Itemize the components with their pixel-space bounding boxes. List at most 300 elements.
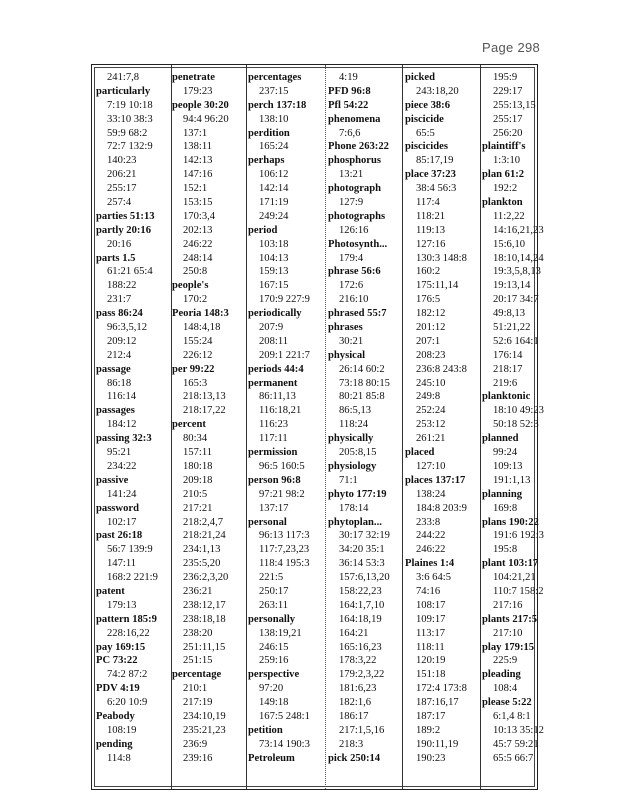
index-reference: 229:17	[493, 85, 523, 97]
index-term: personally	[248, 613, 296, 625]
index-reference: 219:6	[493, 377, 518, 389]
index-reference: 246:22	[416, 544, 446, 556]
index-reference: 164:18,19	[339, 613, 382, 625]
index-term: PDV 4:19	[96, 683, 140, 695]
index-reference: 218:21,24	[183, 530, 226, 542]
index-reference: 184:12	[107, 419, 137, 431]
index-column-5	[405, 71, 480, 766]
index-term: passages	[96, 405, 135, 417]
index-reference: 178:3,22	[339, 655, 377, 667]
index-reference: 225:9	[493, 655, 518, 667]
index-reference: 155:24	[183, 335, 213, 347]
index-reference: 176:5	[416, 294, 441, 306]
index-reference: 210:1	[183, 683, 208, 695]
index-term: passing 32:3	[96, 433, 152, 445]
index-term: pick 250:14	[328, 752, 381, 764]
index-reference: 59:9 68:2	[107, 127, 148, 139]
index-reference: 179:4	[339, 252, 364, 264]
index-reference: 73:14 190:3	[259, 738, 310, 750]
index-reference: 34:20 35:1	[339, 544, 385, 556]
index-reference: 217:16	[493, 599, 523, 611]
index-reference: 238:20	[183, 627, 213, 639]
index-table	[91, 64, 544, 790]
index-term: phenomena	[328, 113, 381, 125]
index-term: plants 217:5	[482, 613, 538, 625]
index-reference: 96:5 160:5	[259, 460, 305, 472]
index-reference: 263:11	[259, 599, 289, 611]
index-reference: 109:17	[416, 613, 446, 625]
index-reference: 73:18 80:15	[339, 377, 390, 389]
index-reference: 182:1,6	[339, 697, 372, 709]
index-reference: 217:1,5,16	[339, 724, 385, 736]
index-term: people 30:20	[172, 99, 229, 111]
index-reference: 138:19,21	[259, 627, 302, 639]
index-reference: 7:6,6	[339, 127, 361, 139]
index-reference: 33:10 38:3	[107, 113, 153, 125]
index-reference: 147:16	[183, 169, 213, 181]
index-term: particularly	[96, 85, 151, 97]
index-term: perspective	[248, 669, 300, 681]
index-reference: 241:7,8	[107, 72, 140, 83]
index-reference: 14:16,21,23	[493, 224, 544, 236]
index-reference: 164:1,7,10	[339, 599, 385, 611]
index-reference: 188:22	[107, 280, 137, 292]
index-reference: 181:6,23	[339, 683, 377, 695]
index-term: piece 38:6	[405, 99, 451, 111]
index-reference: 148:4,18	[183, 322, 221, 334]
index-reference: 86:5,13	[339, 405, 372, 417]
index-reference: 209:12	[107, 335, 137, 347]
index-reference: 187:17	[416, 710, 446, 722]
index-term: patent	[96, 585, 125, 597]
index-reference: 104:13	[259, 252, 289, 264]
index-reference: 51:21,22	[493, 322, 531, 334]
index-reference: 147:11	[107, 558, 137, 570]
index-reference: 205:8,15	[339, 447, 377, 459]
index-reference: 189:2	[416, 724, 441, 736]
index-term: Petroleum	[248, 752, 295, 764]
index-column-4	[328, 71, 403, 766]
index-reference: 256:20	[493, 127, 523, 139]
index-reference: 117:4	[416, 197, 440, 209]
index-reference: 249:24	[259, 210, 289, 222]
index-reference: 195:9	[493, 72, 518, 83]
index-term: PFD 96:8	[328, 85, 371, 97]
index-reference: 195:8	[493, 544, 518, 556]
index-reference: 237:15	[259, 85, 289, 97]
index-reference: 167:15	[259, 280, 289, 292]
index-reference: 137:1	[183, 127, 208, 139]
index-term: PC 73:22	[96, 655, 138, 667]
index-term: petition	[248, 724, 283, 736]
index-reference: 118:21	[416, 210, 446, 222]
index-reference: 169:8	[493, 502, 518, 514]
index-reference: 118:11	[416, 641, 445, 653]
index-reference: 114:8	[107, 752, 131, 764]
index-reference: 255:17	[493, 113, 523, 125]
index-term: phosphorus	[328, 155, 381, 167]
index-term: Peoria 148:3	[172, 308, 229, 320]
index-term: please 5:22	[482, 697, 532, 709]
index-reference: 184:8 203:9	[416, 502, 467, 514]
index-term: percentage	[172, 669, 222, 681]
index-reference: 71:1	[339, 474, 358, 486]
index-term: Peabody	[96, 710, 135, 722]
index-term: people's	[172, 280, 209, 292]
index-reference: 246:15	[259, 641, 289, 653]
index-reference: 13:21	[339, 169, 364, 181]
index-reference: 26:14 60:2	[339, 363, 385, 375]
index-reference: 49:8,13	[493, 308, 526, 320]
index-reference: 127:16	[416, 238, 446, 250]
index-term: permission	[248, 447, 298, 459]
index-reference: 246:22	[183, 238, 213, 250]
index-reference: 109:13	[493, 460, 523, 472]
index-reference: 170:9 227:9	[259, 294, 310, 306]
index-reference: 255:17	[107, 183, 137, 195]
index-reference: 157:6,13,20	[339, 572, 390, 584]
index-reference: 209:1 221:7	[259, 349, 310, 361]
index-reference: 209:18	[183, 474, 213, 486]
index-reference: 119:13	[416, 224, 446, 236]
index-reference: 238:12,17	[183, 599, 226, 611]
index-reference: 117:11	[259, 433, 288, 445]
index-term: placed	[405, 447, 435, 459]
index-reference: 251:11,15	[183, 641, 226, 653]
index-reference: 56:7 139:9	[107, 544, 153, 556]
index-reference: 45:7 59:21	[493, 738, 539, 750]
index-reference: 6:1,4 8:1	[493, 710, 531, 722]
index-reference: 36:14 53:3	[339, 558, 385, 570]
index-reference: 140:23	[107, 155, 137, 167]
index-reference: 170:2	[183, 294, 208, 306]
index-reference: 52:6 164:1	[493, 335, 539, 347]
index-reference: 116:14	[107, 391, 137, 403]
index-reference: 168:2 221:9	[107, 572, 158, 584]
index-reference: 97:21 98:2	[259, 488, 305, 500]
index-reference: 249:8	[416, 391, 441, 403]
index-reference: 30:21	[339, 335, 364, 347]
index-term: planned	[482, 433, 519, 445]
index-reference: 252:24	[416, 405, 446, 417]
index-reference: 182:12	[416, 308, 446, 320]
index-reference: 226:12	[183, 349, 213, 361]
index-term: plaintiff's	[482, 141, 526, 153]
index-term: planktonic	[482, 391, 531, 403]
index-reference: 80:21 85:8	[339, 391, 385, 403]
index-reference: 130:3 148:8	[416, 252, 467, 264]
index-reference: 167:5 248:1	[259, 710, 310, 722]
index-reference: 216:10	[339, 294, 369, 306]
index-reference: 244:22	[416, 530, 446, 542]
index-reference: 19:13,14	[493, 280, 531, 292]
index-reference: 149:18	[259, 697, 289, 709]
index-reference: 110:7 158:2	[493, 585, 544, 597]
index-term: pleading	[482, 669, 521, 681]
index-reference: 80:34	[183, 433, 208, 445]
index-reference: 201:12	[416, 322, 446, 334]
index-reference: 172:4 173:8	[416, 683, 467, 695]
index-reference: 18:10 49:23	[493, 405, 544, 417]
index-reference: 248:14	[183, 252, 213, 264]
index-reference: 7:19 10:18	[107, 99, 153, 111]
index-reference: 180:18	[183, 460, 213, 472]
index-term: play 179:15	[482, 641, 535, 653]
index-reference: 102:17	[107, 516, 137, 528]
index-reference: 250:17	[259, 585, 289, 597]
index-reference: 217:10	[493, 627, 523, 639]
index-reference: 108:17	[416, 599, 446, 611]
index-reference: 99:24	[493, 447, 518, 459]
index-reference: 72:7 132:9	[107, 141, 153, 153]
index-term: photograph	[328, 183, 381, 195]
index-reference: 116:23	[259, 419, 289, 431]
index-term: passive	[96, 474, 129, 486]
index-reference: 96:3,5,12	[107, 322, 148, 334]
index-reference: 61:21 65:4	[107, 266, 153, 278]
index-term: plans 190:22	[482, 516, 539, 528]
index-term: Photosynth...	[328, 238, 388, 250]
index-reference: 142:14	[259, 183, 289, 195]
index-reference: 179:13	[107, 599, 137, 611]
index-reference: 108:4	[493, 683, 518, 695]
index-term: penetrate	[172, 72, 215, 83]
index-term: pattern 185:9	[96, 613, 157, 625]
index-term: physically	[328, 433, 374, 445]
index-reference: 30:17 32:19	[339, 530, 390, 542]
index-term: pass 86:24	[96, 308, 143, 320]
index-reference: 153:15	[183, 197, 213, 209]
index-reference: 261:21	[416, 433, 446, 445]
index-reference: 120:19	[416, 655, 446, 667]
index-term: periods 44:4	[248, 363, 304, 375]
index-reference: 113:17	[416, 627, 446, 639]
index-reference: 253:12	[416, 419, 446, 431]
index-reference: 190:23	[416, 752, 446, 764]
index-reference: 202:13	[183, 224, 213, 236]
index-reference: 86:18	[107, 377, 132, 389]
index-reference: 190:11,19	[416, 738, 459, 750]
index-reference: 186:17	[339, 710, 369, 722]
index-reference: 218:13,13	[183, 391, 226, 403]
index-reference: 96:13 117:3	[259, 530, 310, 542]
index-reference: 175:11,14	[416, 280, 459, 292]
index-reference: 108:19	[107, 724, 137, 736]
index-reference: 157:11	[183, 447, 213, 459]
index-term: period	[248, 224, 278, 236]
index-term: piscicides	[405, 141, 448, 153]
index-reference: 85:17,19	[416, 155, 454, 167]
index-term: percent	[172, 419, 206, 431]
index-term: plankton	[482, 197, 523, 209]
index-reference: 20:16	[107, 238, 132, 250]
index-reference: 234:10,19	[183, 710, 226, 722]
index-reference: 118:24	[339, 419, 369, 431]
index-reference: 86:11,13	[259, 391, 296, 403]
index-reference: 50:18 52:3	[493, 419, 539, 431]
index-reference: 178:14	[339, 502, 369, 514]
index-column-2	[172, 71, 246, 766]
column-divider	[246, 65, 247, 789]
index-reference: 217:21	[183, 502, 213, 514]
index-reference: 218:17	[493, 363, 523, 375]
index-reference: 218:2,4,7	[183, 516, 224, 528]
index-reference: 19:3,5,8,13	[493, 266, 541, 278]
index-reference: 217:19	[183, 697, 213, 709]
index-term: perdition	[248, 127, 290, 139]
index-reference: 236:9	[183, 738, 208, 750]
index-reference: 138:24	[416, 488, 446, 500]
index-term: percentages	[248, 72, 302, 83]
index-term: phytoplan...	[328, 516, 382, 528]
index-term: pay 169:15	[96, 641, 146, 653]
index-reference: 218:17,22	[183, 405, 226, 417]
index-reference: 236:8 243:8	[416, 363, 467, 375]
index-reference: 245:10	[416, 377, 446, 389]
index-reference: 191:6 192:3	[493, 530, 544, 542]
index-term: parts 1.5	[96, 252, 136, 264]
index-reference: 234:1,13	[183, 544, 221, 556]
index-reference: 235:21,23	[183, 724, 226, 736]
index-reference: 165:3	[183, 377, 208, 389]
index-reference: 236:21	[183, 585, 213, 597]
index-reference: 208:23	[416, 349, 446, 361]
index-reference: 20:17 34:7	[493, 294, 539, 306]
index-reference: 259:16	[259, 655, 289, 667]
index-term: past 26:18	[96, 530, 143, 542]
index-term: plant 103:17	[482, 558, 539, 570]
index-term: plan 61:2	[482, 169, 525, 181]
index-term: Phone 263:22	[328, 141, 389, 153]
index-reference: 218:3	[339, 738, 364, 750]
index-reference: 138:11	[183, 141, 213, 153]
index-reference: 103:18	[259, 238, 289, 250]
index-reference: 191:1,13	[493, 474, 531, 486]
index-reference: 238:18,18	[183, 613, 226, 625]
index-reference: 94:4 96:20	[183, 113, 229, 125]
index-reference: 207:9	[259, 322, 284, 334]
index-reference: 15:6,10	[493, 238, 526, 250]
index-term: planning	[482, 488, 523, 500]
index-reference: 127:10	[416, 460, 446, 472]
index-term: partly 20:16	[96, 224, 152, 236]
index-reference: 11:2,22	[493, 210, 525, 222]
index-term: physical	[328, 349, 366, 361]
index-reference: 142:13	[183, 155, 213, 167]
index-term: photographs	[328, 210, 386, 222]
index-reference: 65:5	[416, 127, 435, 139]
index-reference: 179:2,3,22	[339, 669, 385, 681]
index-reference: 159:13	[259, 266, 289, 278]
index-term: place 37:23	[405, 169, 456, 181]
index-reference: 117:7,23,23	[259, 544, 310, 556]
index-term: perhaps	[248, 155, 285, 167]
index-reference: 234:22	[107, 460, 137, 472]
index-reference: 97:20	[259, 683, 284, 695]
index-reference: 257:4	[107, 197, 132, 209]
index-term: periodically	[248, 308, 302, 320]
index-reference: 126:16	[339, 224, 369, 236]
index-column-1	[96, 71, 170, 766]
index-reference: 1:3:10	[493, 155, 521, 167]
index-term: piscicide	[405, 113, 444, 125]
index-term: person 96:8	[248, 474, 301, 486]
page-number: Page 298	[482, 40, 541, 55]
index-reference: 38:4 56:3	[416, 183, 457, 195]
index-column-6	[482, 71, 544, 766]
index-reference: 171:19	[259, 197, 289, 209]
index-term: parties 51:13	[96, 210, 155, 222]
index-reference: 74:2 87:2	[107, 669, 148, 681]
index-reference: 10:13 35:12	[493, 724, 544, 736]
index-term: phrase 56:6	[328, 266, 381, 278]
index-term: perch 137:18	[248, 99, 307, 111]
index-term: phrases	[328, 322, 363, 334]
index-reference: 235:5,20	[183, 558, 221, 570]
index-reference: 170:3,4	[183, 210, 216, 222]
index-reference: 243:18,20	[416, 85, 459, 97]
index-reference: 233:8	[416, 516, 441, 528]
index-reference: 165:24	[259, 141, 289, 153]
index-reference: 179:23	[183, 85, 213, 97]
index-reference: 165:16,23	[339, 641, 382, 653]
index-reference: 4:19	[339, 72, 358, 83]
index-reference: 236:2,3,20	[183, 572, 229, 584]
index-reference: 95:21	[107, 447, 132, 459]
index-reference: 231:7	[107, 294, 132, 306]
index-reference: 65:5 66:7	[493, 752, 534, 764]
index-reference: 106:12	[259, 169, 289, 181]
index-term: phrased 55:7	[328, 308, 387, 320]
index-reference: 74:16	[416, 585, 441, 597]
index-reference: 127:9	[339, 197, 364, 209]
index-term: picked	[405, 72, 436, 83]
index-reference: 239:16	[183, 752, 213, 764]
index-reference: 160:2	[416, 266, 441, 278]
index-reference: 158:22,23	[339, 585, 382, 597]
index-reference: 18:10,14,24	[493, 252, 544, 264]
index-reference: 207:1	[416, 335, 441, 347]
index-term: per 99:22	[172, 363, 215, 375]
index-reference: 250:8	[183, 266, 208, 278]
index-reference: 208:11	[259, 335, 289, 347]
index-reference: 206:21	[107, 169, 137, 181]
index-term: personal	[248, 516, 287, 528]
index-reference: 151:18	[416, 669, 446, 681]
index-term: pending	[96, 738, 133, 750]
index-reference: 251:15	[183, 655, 213, 667]
column-divider	[480, 65, 481, 789]
index-term: permanent	[248, 377, 298, 389]
index-term: phyto 177:19	[328, 488, 387, 500]
index-reference: 228:16,22	[107, 627, 150, 639]
index-reference: 3:6 64:5	[416, 572, 452, 584]
index-reference: 176:14	[493, 349, 523, 361]
index-reference: 141:24	[107, 488, 137, 500]
index-term: passage	[96, 363, 131, 375]
index-reference: 152:1	[183, 183, 208, 195]
index-reference: 255:13,15	[493, 99, 536, 111]
index-term: Plaines 1:4	[405, 558, 455, 570]
index-reference: 137:17	[259, 502, 289, 514]
index-reference: 6:20 10:9	[107, 697, 148, 709]
index-reference: 104:21,21	[493, 572, 536, 584]
index-reference: 192:2	[493, 183, 518, 195]
index-reference: 187:16,17	[416, 697, 459, 709]
index-reference: 210:5	[183, 488, 208, 500]
index-term: physiology	[328, 460, 377, 472]
index-reference: 221:5	[259, 572, 284, 584]
